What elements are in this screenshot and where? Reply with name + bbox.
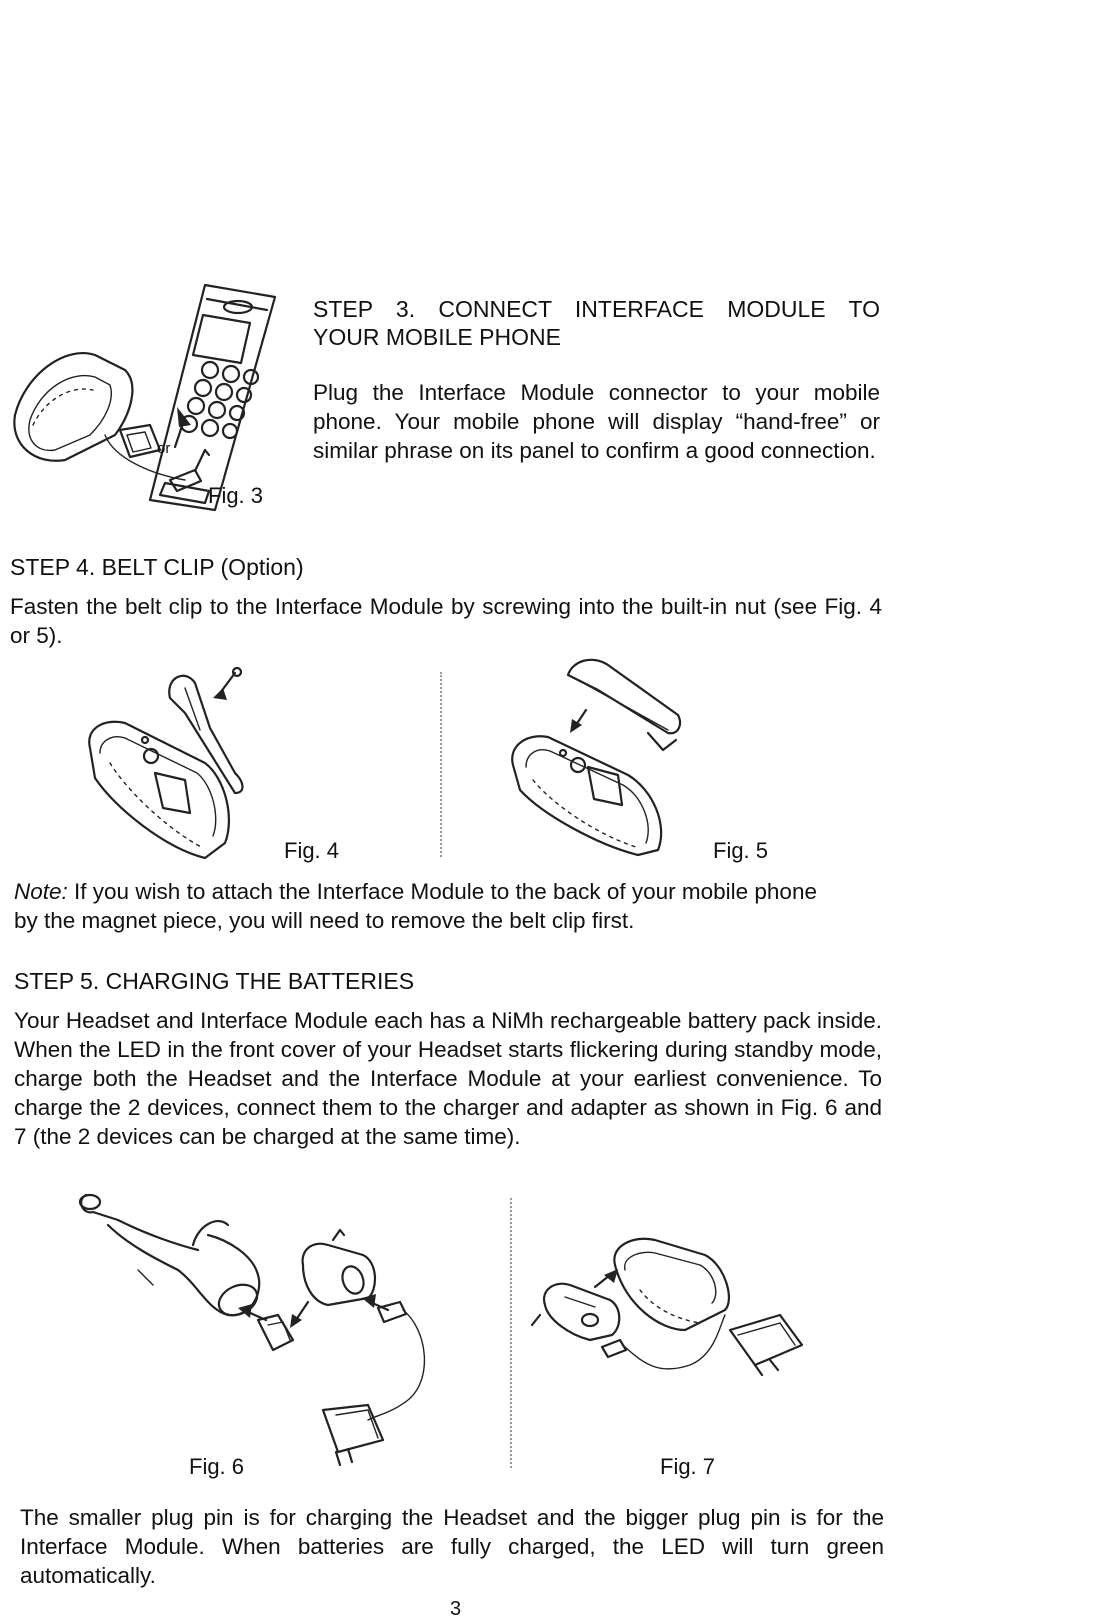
fig6-label: Fig. 6 — [189, 1454, 245, 1479]
fig3-illustration — [5, 285, 295, 515]
fig7-illustration — [540, 1235, 840, 1445]
page-number: 3 — [450, 1598, 462, 1620]
closing-body: The smaller plug pin is for charging the Headset and the bigger plug pin is for the Interface Module. When batteries are fully charged, the LED will turn green automatically. — [20, 1505, 884, 1588]
step5-body: Your Headset and Interface Module each has a NiMh rechargeable battery pack inside. When the LED in the front cover of your Headset starts flickering during standby mode, charge both the Headset and the Interface Module at your earliest convenience. To charge the 2 devices, connect them to the charger and adapter as shown in Fig. 6 and 7 (the 2 devices can be charged at the same time). — [14, 1008, 882, 1149]
step3-heading-line1: STEP 3. CONNECT INTERFACE MODULE TO — [313, 296, 880, 322]
step5-heading: STEP 5. CHARGING THE BATTERIES — [14, 968, 415, 994]
figure-divider — [440, 672, 442, 857]
fig4-illustration — [85, 668, 275, 863]
fig6-illustration — [78, 1190, 438, 1480]
note-text: If you wish to attach the Interface Module to the back of your mobile phone by the magnet piece, you will need to remove the belt clip first. — [14, 879, 817, 933]
fig4-label: Fig. 4 — [284, 838, 340, 863]
note-paragraph — [14, 877, 834, 935]
fig3-label: Fig. 3 — [208, 483, 264, 508]
fig7-label: Fig. 7 — [660, 1454, 716, 1479]
fig3-or-text: or — [157, 440, 171, 457]
fig5-label: Fig. 5 — [713, 838, 769, 863]
step3-body: Plug the Interface Module connector to your mobile phone. Your mobile phone will display “hand-free” or similar phrase on its panel to confirm a good connection. — [313, 380, 880, 463]
step4-heading: STEP 4. BELT CLIP (Option) — [10, 554, 304, 580]
step3-heading-line2: YOUR MOBILE PHONE — [313, 324, 561, 350]
step4-body: Fasten the belt clip to the Interface Module by screwing into the built-in nut (see Fig. 4 or 5). — [10, 594, 882, 648]
note-label: Note: — [14, 879, 68, 904]
figure-divider-2 — [510, 1198, 512, 1468]
fig5-illustration — [508, 655, 698, 860]
